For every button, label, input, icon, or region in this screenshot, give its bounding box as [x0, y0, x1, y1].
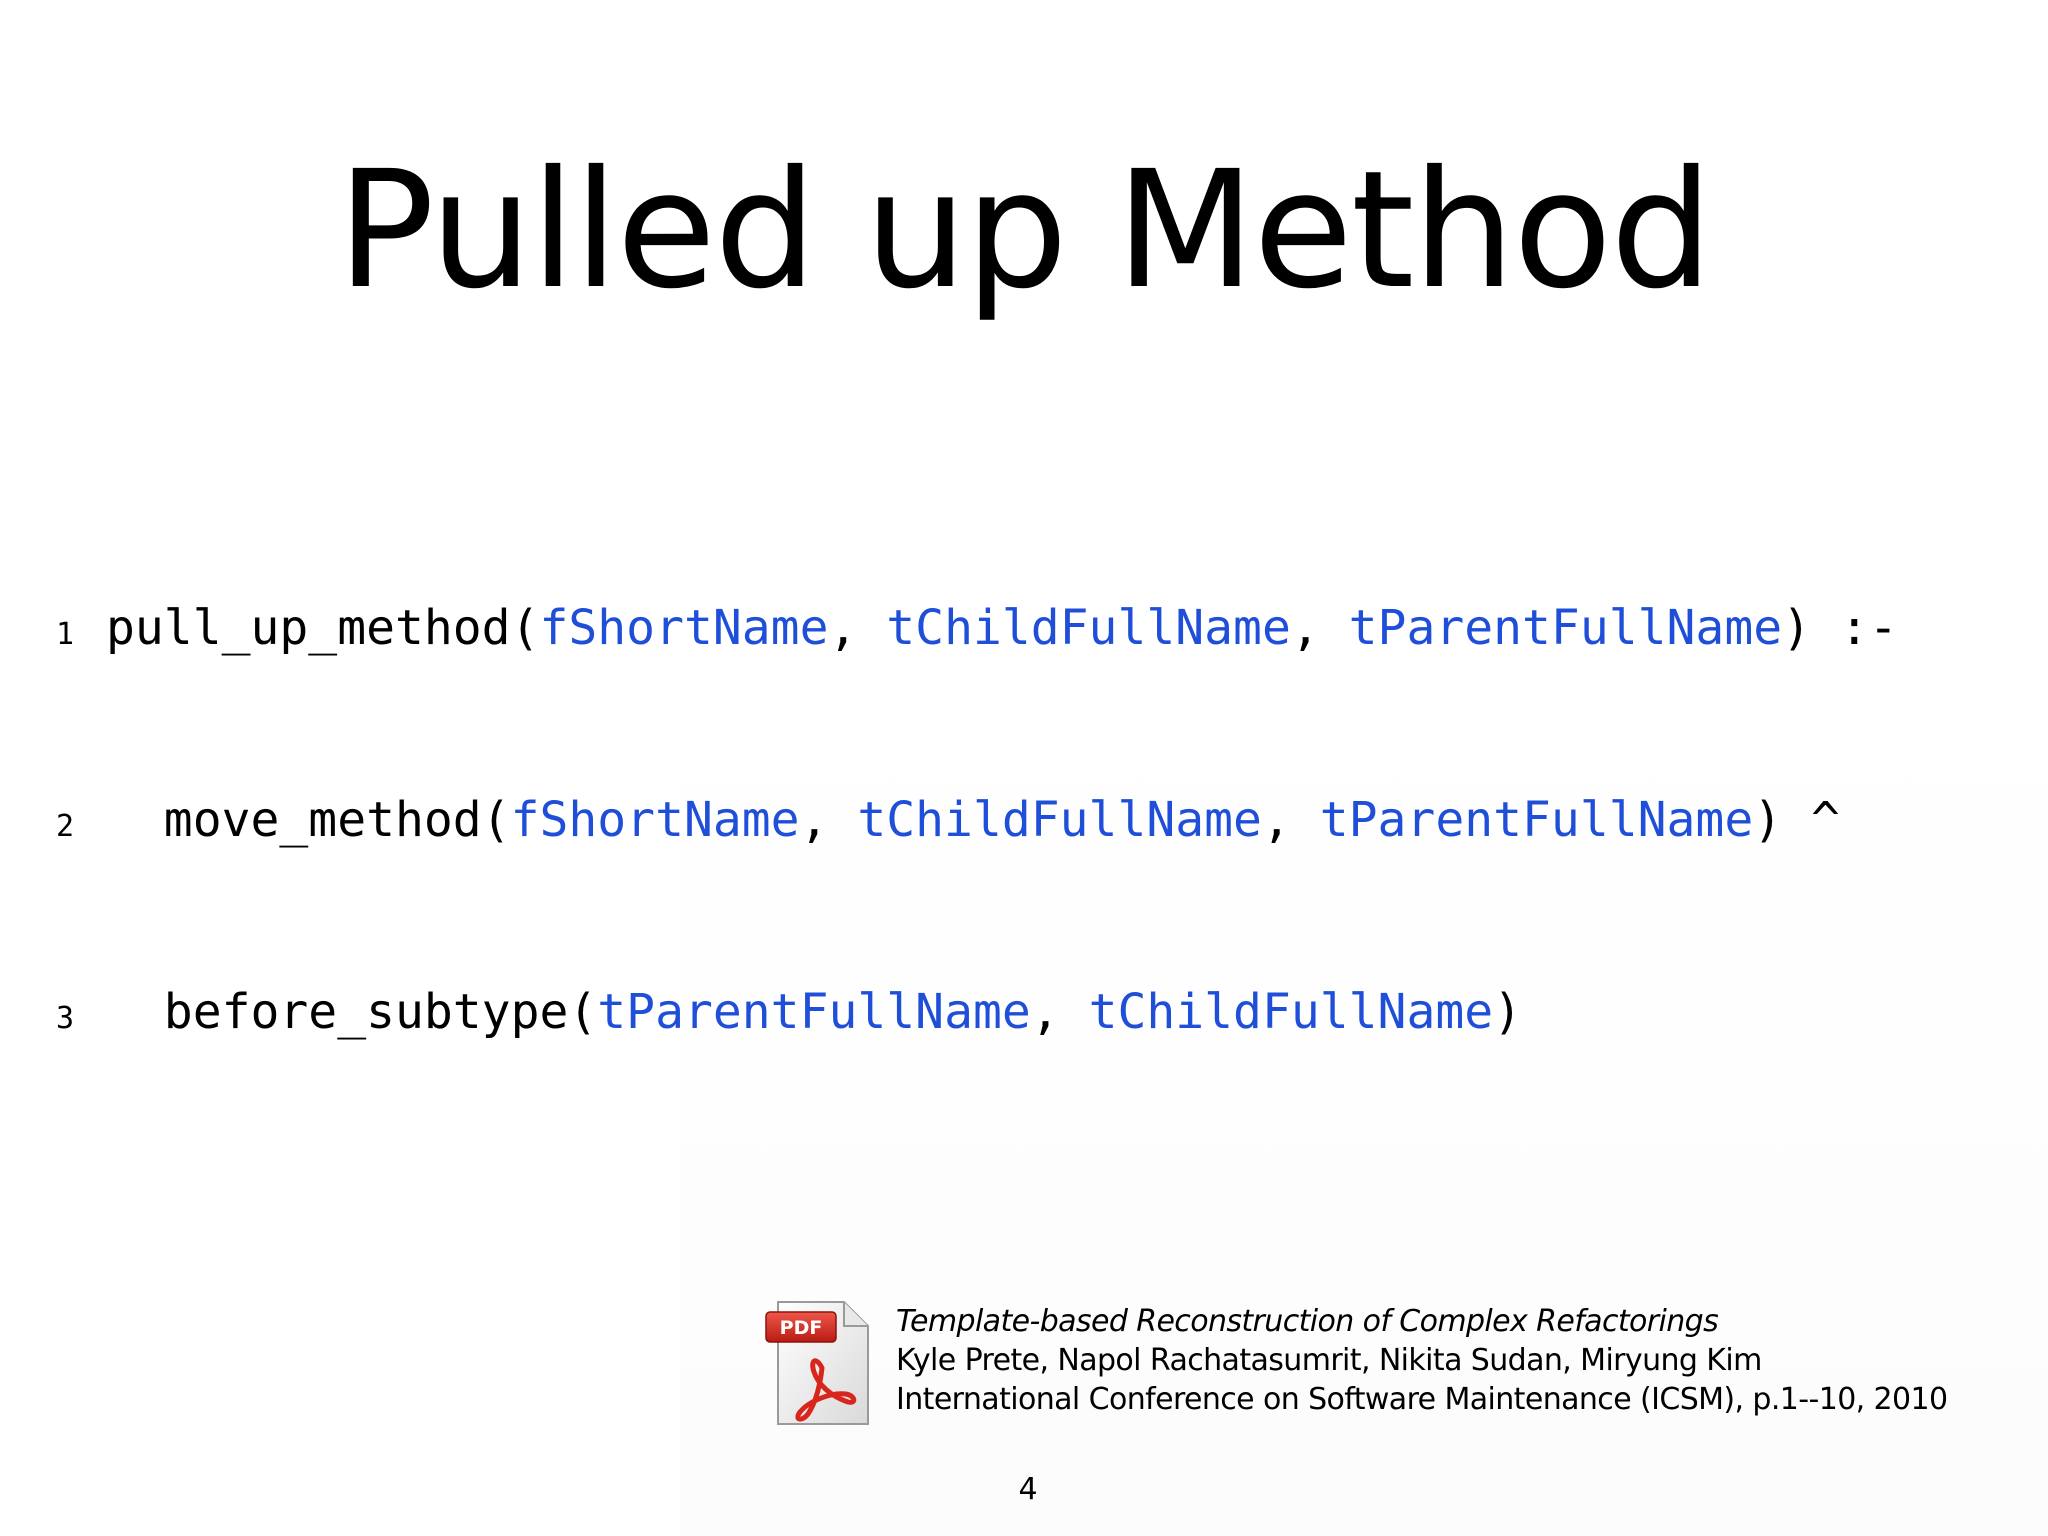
code-token: ,	[1290, 600, 1349, 656]
code-token: fShortName	[539, 600, 829, 656]
page-number: 4	[1018, 1472, 1038, 1507]
code-block	[56, 468, 1898, 1108]
code-indent	[106, 984, 164, 1040]
code-token: move_method(	[163, 792, 511, 848]
line-number: 3	[56, 1001, 75, 1036]
code-line-3	[56, 980, 1898, 1044]
code-token: tParentFullName	[1319, 792, 1754, 848]
code-token: tParentFullName	[597, 984, 1031, 1040]
code-token: tChildFullName	[886, 600, 1291, 656]
reference-title: Template-based Reconstruction of Complex Refactorings	[896, 1304, 1719, 1339]
reference-text	[896, 1302, 1948, 1419]
line-number: 2	[56, 809, 75, 844]
code-token: )	[1493, 984, 1523, 1040]
reference-authors: Kyle Prete, Napol Rachatasumrit, Nikita Sudan, Miryung Kim	[896, 1343, 1762, 1378]
code-line-1	[56, 596, 1898, 660]
code-token: pull_up_method(	[106, 600, 540, 656]
slide-title: Pulled up Method	[336, 137, 1712, 325]
code-token: ,	[1261, 792, 1320, 848]
code-token: tChildFullName	[1088, 984, 1494, 1040]
code-token: ) ^	[1753, 792, 1840, 848]
reference-venue: International Conference on Software Maintenance (ICSM), p.1--10, 2010	[896, 1382, 1948, 1417]
line-number: 1	[56, 617, 75, 652]
code-line-2	[56, 788, 1898, 852]
code-token: ,	[1030, 984, 1089, 1040]
code-token: before_subtype(	[163, 984, 598, 1040]
code-token: ) :-	[1782, 600, 1898, 656]
code-token: tParentFullName	[1348, 600, 1783, 656]
code-token: tChildFullName	[857, 792, 1262, 848]
pdf-badge-label: PDF	[779, 1317, 823, 1339]
code-indent	[106, 792, 164, 848]
code-token: fShortName	[510, 792, 800, 848]
code-token: ,	[828, 600, 887, 656]
code-token: ,	[799, 792, 858, 848]
pdf-document-icon[interactable]	[764, 1298, 872, 1428]
